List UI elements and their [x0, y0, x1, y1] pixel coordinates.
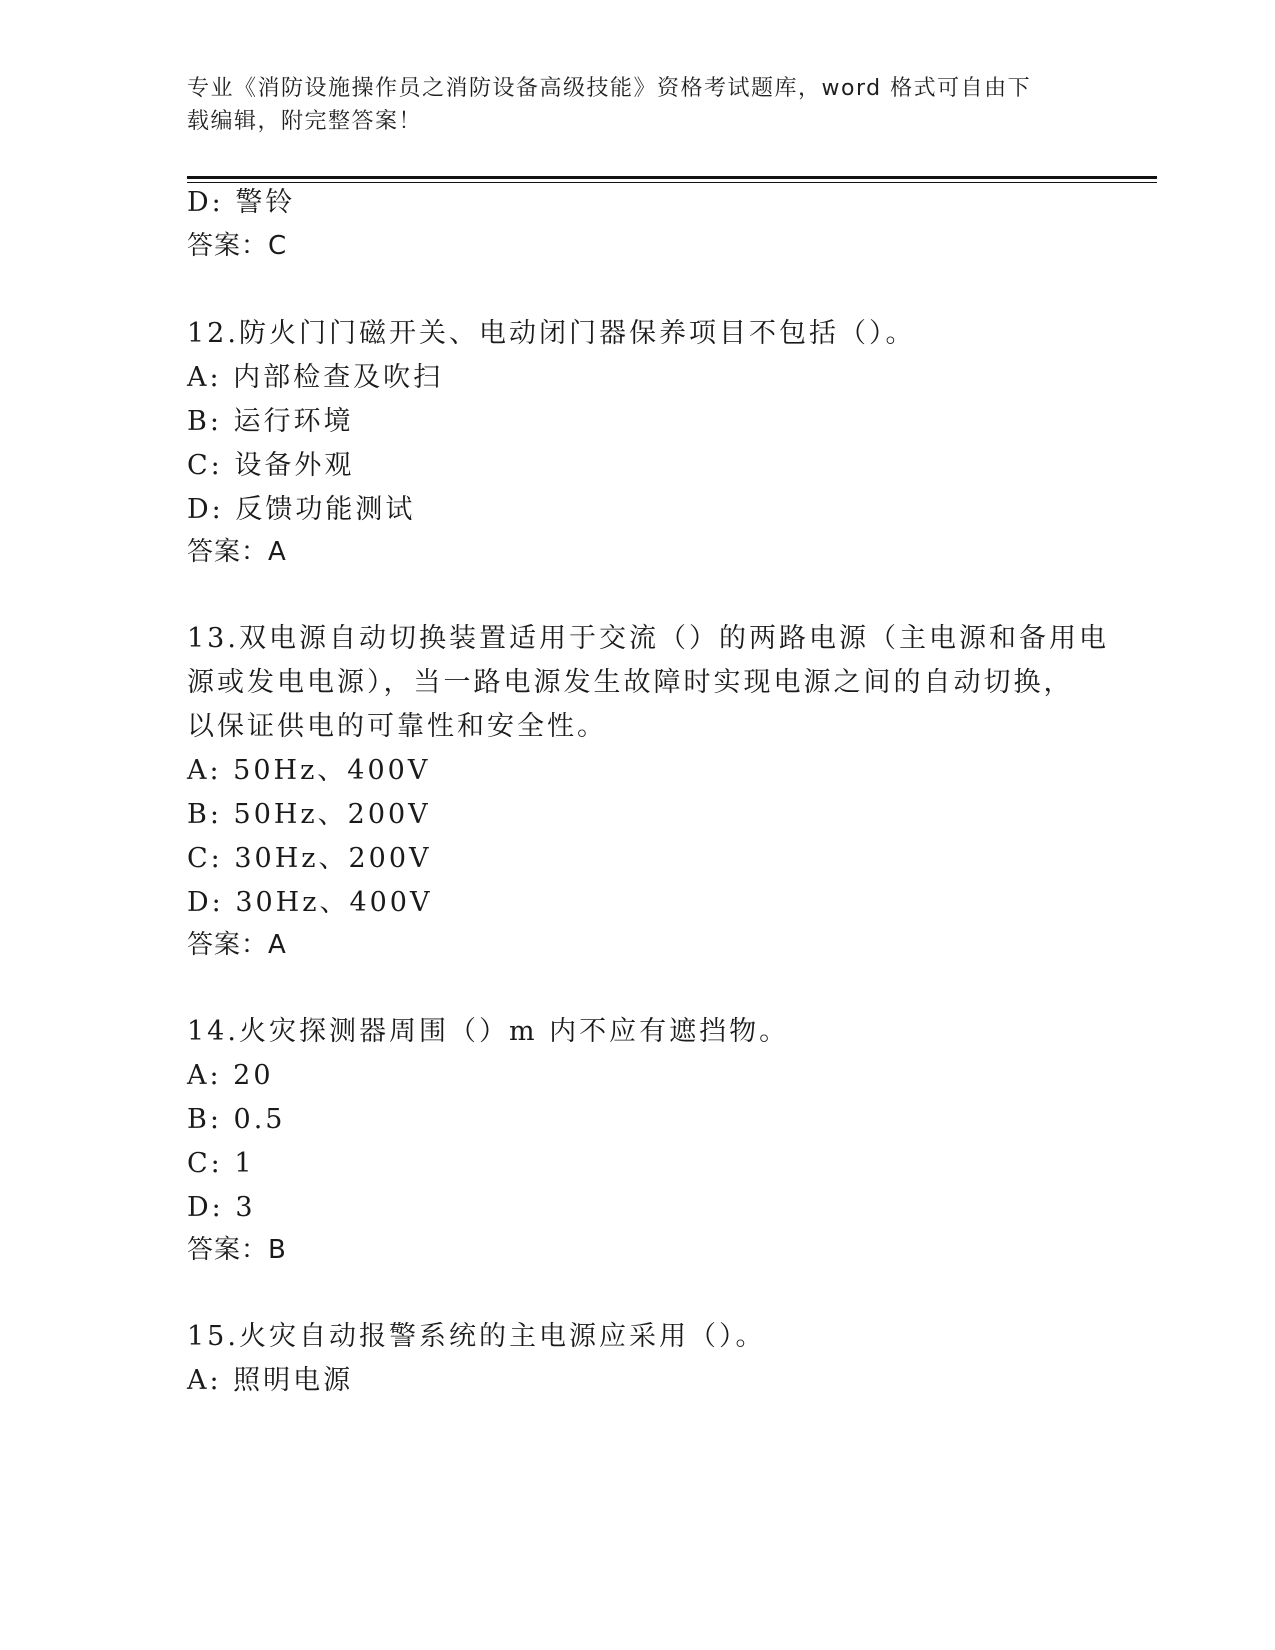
question-12-option-a: A: 内部检查及吹扫	[187, 362, 444, 393]
question-12-option-d: D: 反馈功能测试	[187, 494, 416, 525]
header-line-1: 专业《消防设施操作员之消防设备高级技能》资格考试题库，word 格式可自由下	[187, 76, 1032, 101]
question-12-stem: 12.防火门门磁开关、电动闭门器保养项目不包括（）。	[187, 318, 916, 349]
question-14-option-a: A: 20	[187, 1060, 274, 1091]
question-12-option-b: B: 运行环境	[187, 406, 354, 437]
question-13-option-b: B: 50Hz、200V	[187, 799, 431, 830]
question-14-option-b: B: 0.5	[187, 1104, 286, 1135]
question-14-option-d: D: 3	[187, 1192, 256, 1223]
answer-line: 答案：C	[187, 231, 288, 261]
question-13-stem-line-3: 以保证供电的可靠性和安全性。	[187, 711, 607, 742]
document-header	[187, 72, 1087, 138]
option-d: D: 警铃	[187, 187, 296, 218]
question-15-option-a: A: 照明电源	[187, 1365, 354, 1396]
question-13-stem-line-1: 13.双电源自动切换装置适用于交流（）的两路电源（主电源和备用电	[187, 623, 1109, 654]
question-14-answer: 答案：B	[187, 1235, 287, 1265]
question-12-option-c: C: 设备外观	[187, 450, 355, 481]
header-divider-thick	[187, 176, 1157, 179]
question-14-option-c: C: 1	[187, 1148, 255, 1179]
question-13-stem-line-2: 源或发电电源），当一路电源发生故障时实现电源之间的自动切换，	[187, 667, 1074, 698]
header-line-2: 载编辑，附完整答案！	[187, 109, 423, 134]
question-13-option-c: C: 30Hz、200V	[187, 843, 432, 874]
question-13-option-a: A: 50Hz、400V	[187, 755, 431, 786]
question-13-option-d: D: 30Hz、400V	[187, 887, 433, 918]
question-15-stem: 15.火灾自动报警系统的主电源应采用（）。	[187, 1321, 766, 1352]
question-12-answer: 答案：A	[187, 537, 287, 567]
question-13-answer: 答案：A	[187, 930, 287, 960]
question-14-stem: 14.火灾探测器周围（）m 内不应有遮挡物。	[187, 1016, 790, 1047]
header-divider-thin	[187, 182, 1157, 183]
